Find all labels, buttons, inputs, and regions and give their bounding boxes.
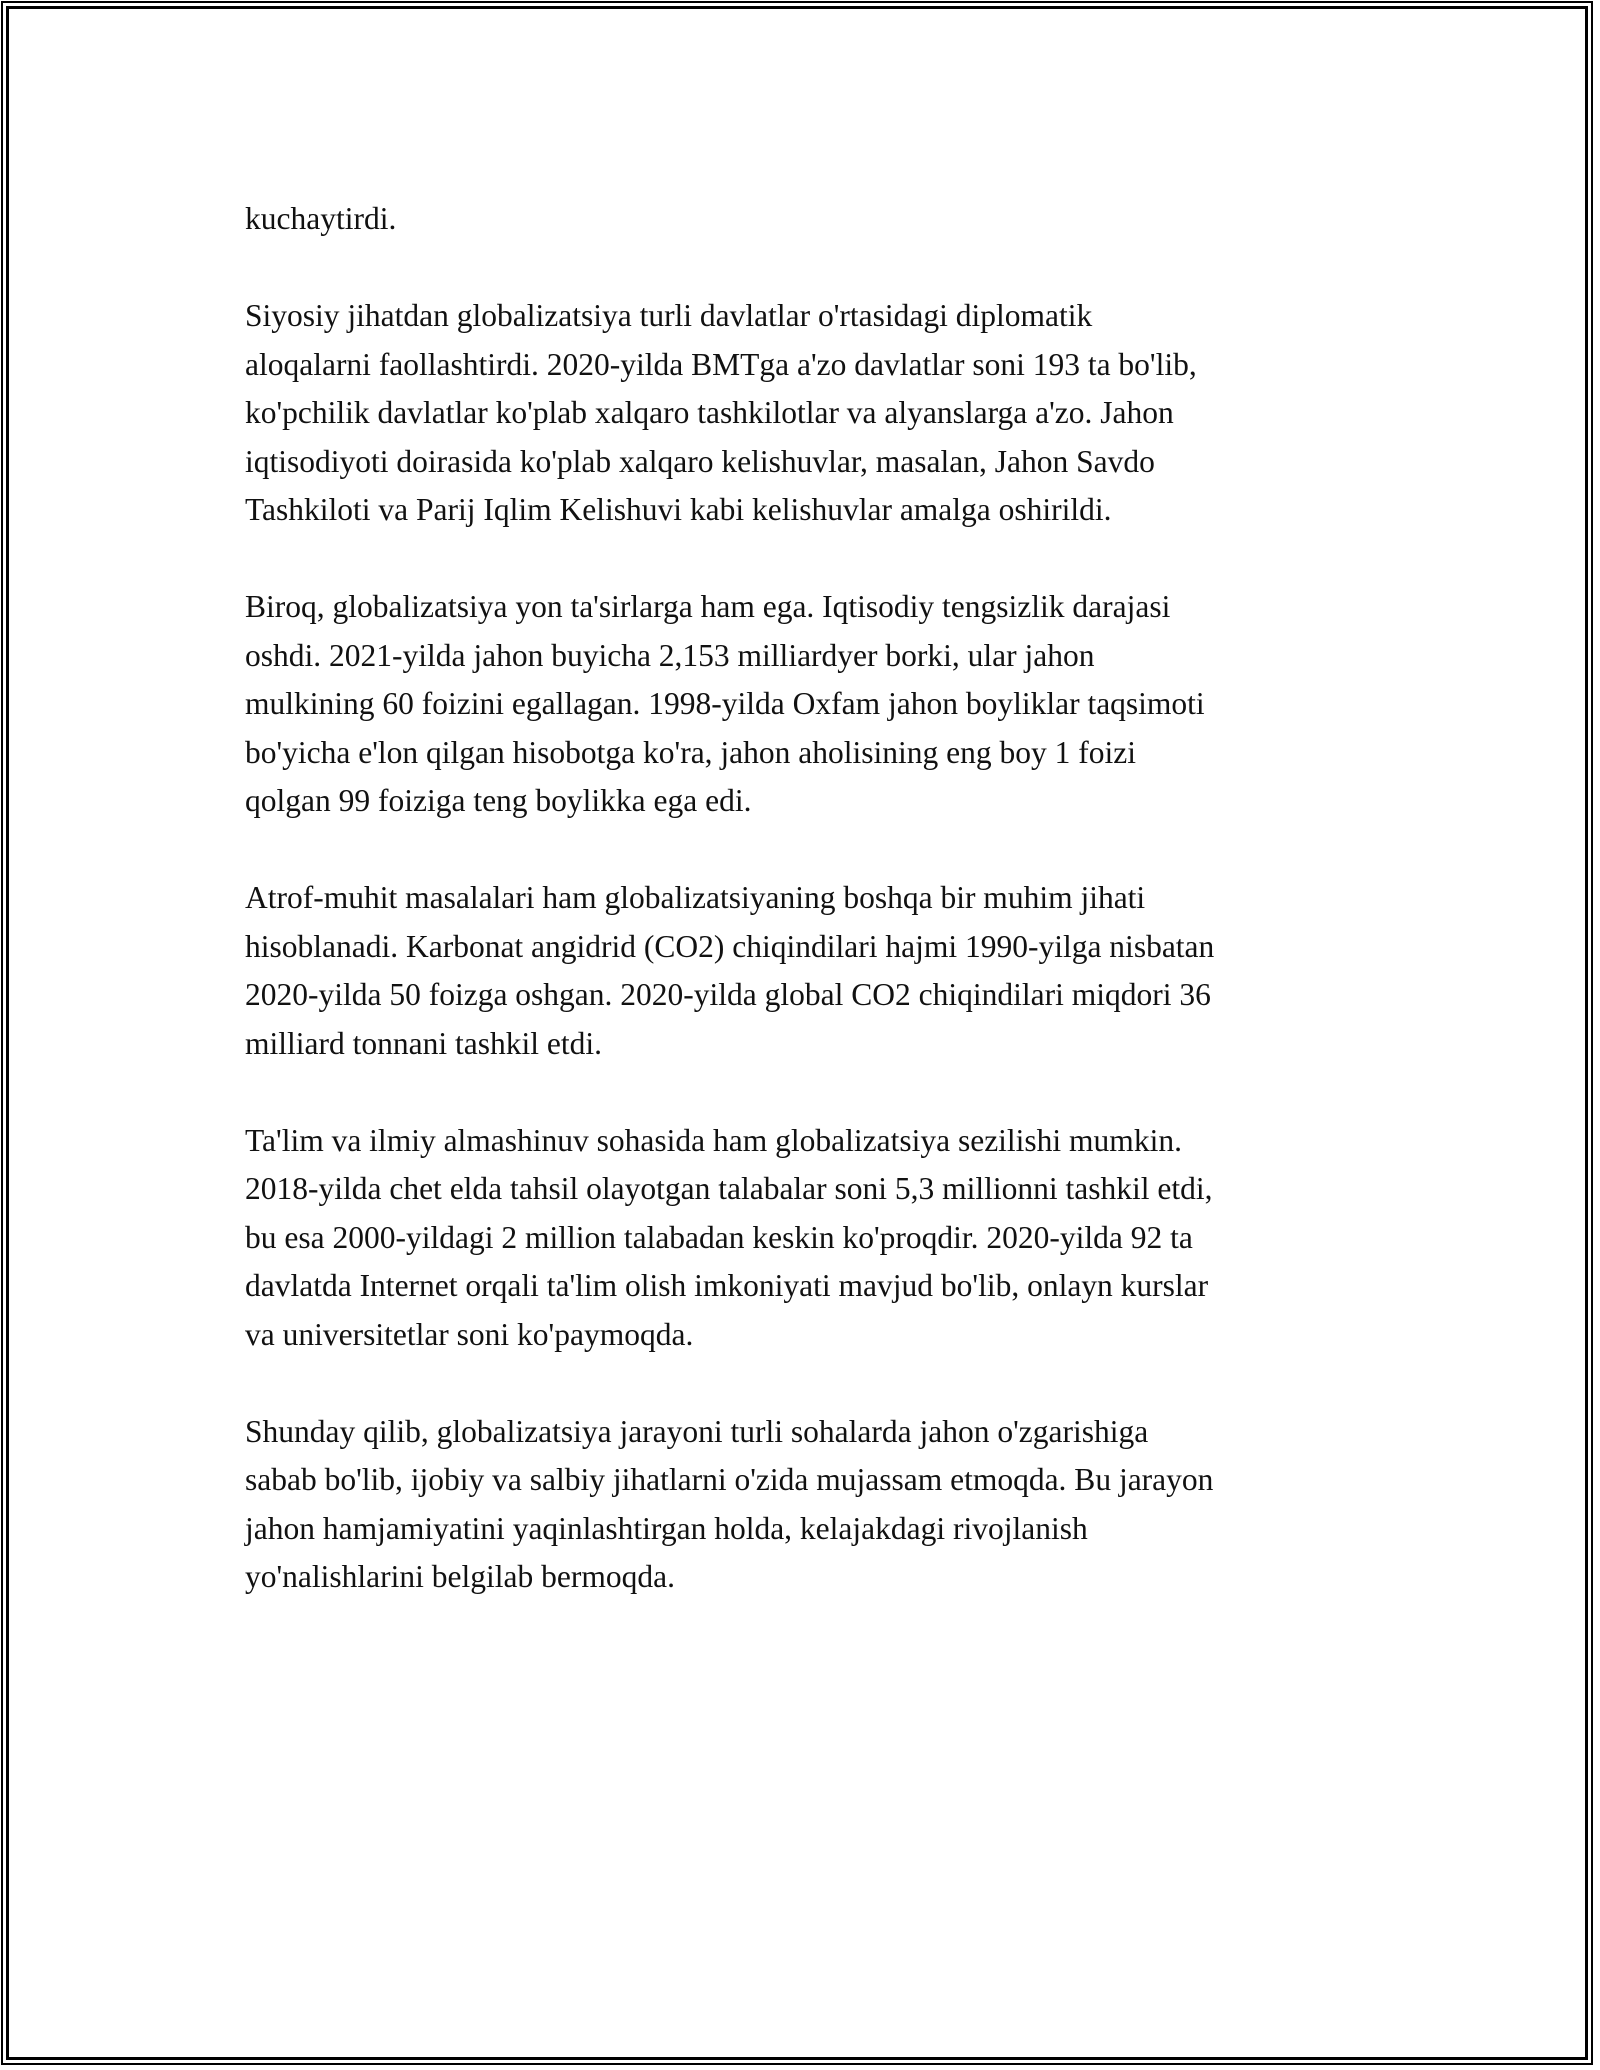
document-body <box>245 195 1385 1650</box>
text-line: kuchaytirdi. <box>245 201 397 236</box>
paragraph <box>245 583 1385 826</box>
text-line: Ta'lim va ilmiy almashinuv sohasida ham globalizatsiya sezilishi mumkin. <box>245 1122 1182 1158</box>
paragraph <box>245 1408 1385 1602</box>
text-line: Atrof-muhit masalalari ham globalizatsiyaning boshqa bir muhim jihati <box>245 880 1146 915</box>
text-line: Tashkiloti va Parij Iqlim Kelishuvi kabi kelishuvlar amalga oshirildi. <box>245 492 1112 527</box>
text-line: oshdi. 2021-yilda jahon buyicha 2,153 milliardyer borki, ular jahon <box>245 637 1095 673</box>
text-line: bu esa 2000-yildagi 2 million talabadan keskin ko'proqdir. 2020-yilda 92 ta <box>245 1219 1193 1255</box>
text-line: mulkining 60 foizini egallagan. 1998-yilda Oxfam jahon boyliklar taqsimoti <box>245 686 1205 721</box>
text-line: va universitetlar soni ko'paymoqda. <box>245 1316 694 1352</box>
text-line: bo'yicha e'lon qilgan hisobotga ko'ra, jahon aholisining eng boy 1 foizi <box>245 734 1136 770</box>
paragraph <box>245 1117 1385 1360</box>
text-line: ko'pchilik davlatlar ko'plab xalqaro tashkilotlar va alyanslarga a'zo. Jahon <box>245 395 1174 430</box>
text-line: 2018-yilda chet elda tahsil olayotgan talabalar soni 5,3 millionni tashkil etdi, <box>245 1171 1213 1206</box>
text-line: iqtisodiyoti doirasida ko'plab xalqaro kelishuvlar, masalan, Jahon Savdo <box>245 443 1155 479</box>
text-line: davlatda Internet orqali ta'lim olish imkoniyati mavjud bo'lib, onlayn kurslar <box>245 1268 1209 1303</box>
paragraph <box>245 874 1385 1068</box>
text-line: jahon hamjamiyatini yaqinlashtirgan holda, kelajakdagi rivojlanish <box>245 1510 1088 1546</box>
text-line: Biroq, globalizatsiya yon ta'sirlarga ham ega. Iqtisodiy tengsizlik darajasi <box>245 589 1171 624</box>
text-line: Siyosiy jihatdan globalizatsiya turli davlatlar o'rtasidagi diplomatik <box>245 298 1093 333</box>
text-line: yo'nalishlarini belgilab bermoqda. <box>245 1559 675 1594</box>
page-frame <box>6 6 1588 2060</box>
text-line: hisoblanadi. Karbonat angidrid (CO2) chiqindilari hajmi 1990-yilga nisbatan <box>245 928 1215 964</box>
paragraph <box>245 292 1385 535</box>
text-line: sabab bo'lib, ijobiy va salbiy jihatlarni o'zida mujassam etmoqda. Bu jarayon <box>245 1462 1214 1497</box>
paragraph <box>245 195 1385 244</box>
text-line: 2020-yilda 50 foizga oshgan. 2020-yilda global CO2 chiqindilari miqdori 36 <box>245 977 1211 1012</box>
text-line: aloqalarni faollashtirdi. 2020-yilda BMTga a'zo davlatlar soni 193 ta bo'lib, <box>245 346 1197 382</box>
text-line: qolgan 99 foiziga teng boylikka ega edi. <box>245 783 752 818</box>
text-line: milliard tonnani tashkil etdi. <box>245 1025 602 1061</box>
text-line: Shunday qilib, globalizatsiya jarayoni turli sohalarda jahon o'zgarishiga <box>245 1413 1149 1449</box>
